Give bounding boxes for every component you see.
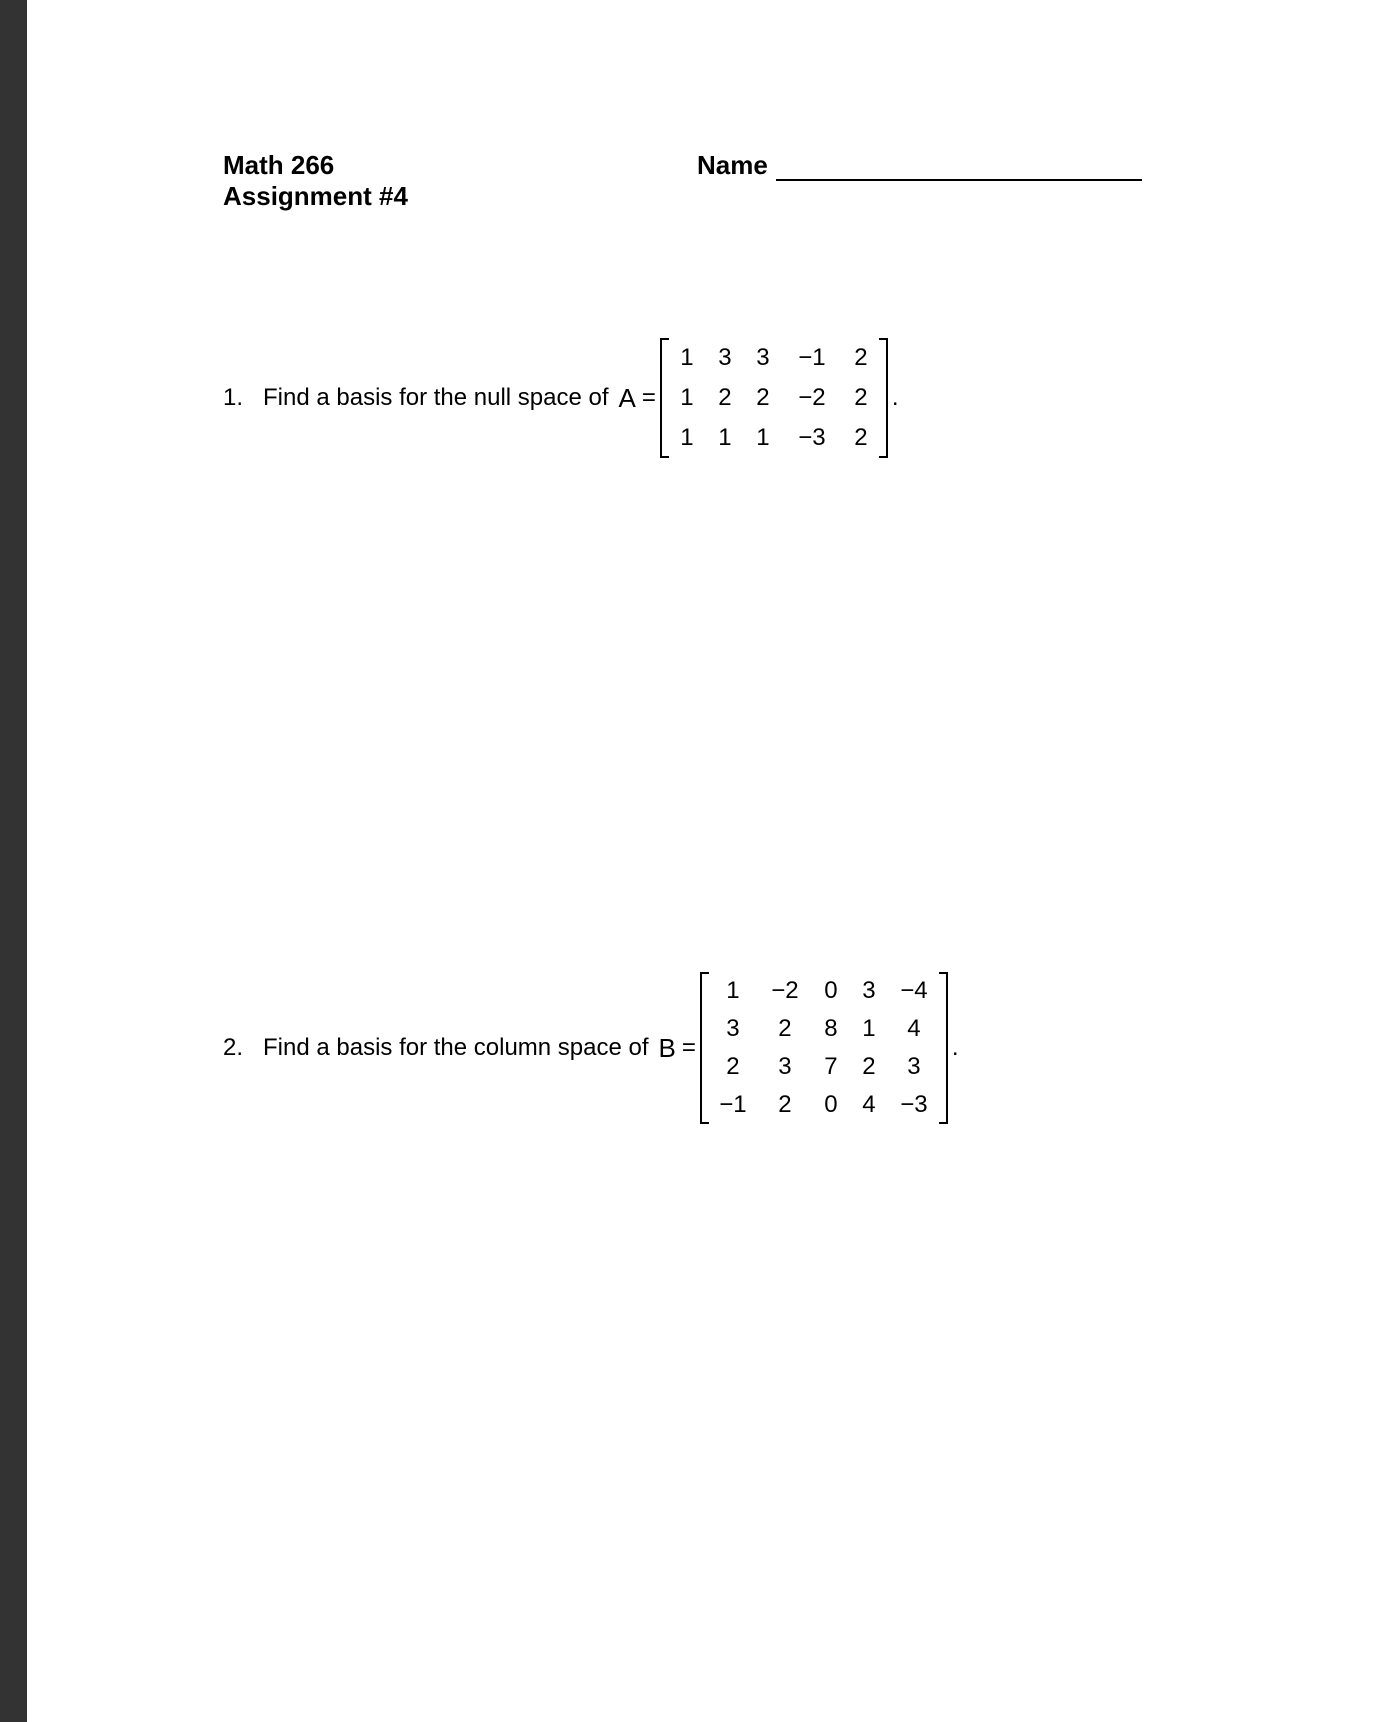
trailing-period: .: [951, 1034, 959, 1061]
matrix-cell: 2: [854, 344, 868, 371]
equals-sign: =: [641, 384, 656, 411]
matrix-cell: −4: [900, 977, 928, 1004]
name-label: Name: [697, 150, 768, 180]
matrix-cell: 3: [726, 1015, 740, 1042]
matrix-cell: 2: [778, 1091, 792, 1118]
matrix-cell: 3: [862, 977, 876, 1004]
matrix-cell: 2: [854, 424, 868, 451]
course-title: Math 266: [223, 150, 335, 180]
matrix-row: [708, 972, 940, 1010]
assignment-title: Assignment #4: [223, 181, 408, 211]
course-header: [223, 150, 408, 212]
matrix-a-grid: [668, 338, 880, 458]
matrix-cell: 3: [756, 344, 770, 371]
matrix-cell: 3: [907, 1053, 921, 1080]
matrix-cell: 2: [756, 384, 770, 411]
equals-sign: =: [681, 1034, 696, 1061]
matrix-cell: 7: [824, 1053, 838, 1080]
matrix-cell: 8: [824, 1015, 838, 1042]
matrix-cell: 2: [862, 1053, 876, 1080]
trailing-period: .: [891, 384, 899, 411]
matrix-cell: 1: [680, 344, 694, 371]
matrix-cell: 1: [756, 424, 770, 451]
matrix-cell: 4: [862, 1091, 876, 1118]
problem-statement: Find a basis for the null space of: [263, 384, 609, 411]
matrix-row: [708, 1086, 940, 1124]
problem-2: [223, 972, 959, 1124]
problem-number: 1.: [223, 384, 244, 411]
matrix-cell: 0: [824, 977, 838, 1004]
matrix-row: [668, 378, 880, 418]
name-blank-line: [776, 155, 1142, 181]
matrix-cell: 1: [680, 424, 694, 451]
matrix-cell: 4: [907, 1015, 921, 1042]
matrix-cell: 3: [778, 1053, 792, 1080]
matrix-cell: 2: [854, 384, 868, 411]
matrix-cell: 2: [718, 384, 732, 411]
matrix-row: [708, 1010, 940, 1048]
matrix-cell: 1: [726, 977, 740, 1004]
problem-number: 2.: [223, 1034, 244, 1061]
matrix-cell: 1: [718, 424, 732, 451]
matrix-cell: 2: [726, 1053, 740, 1080]
problem-statement: Find a basis for the column space of: [263, 1034, 649, 1061]
matrix-variable: B: [658, 1032, 676, 1063]
matrix-cell: −2: [798, 384, 826, 411]
matrix-cell: −1: [719, 1091, 747, 1118]
matrix-b-grid: [708, 972, 940, 1124]
matrix-a: [660, 338, 888, 458]
matrix-cell: −3: [900, 1091, 928, 1118]
matrix-cell: 3: [718, 344, 732, 371]
matrix-cell: 0: [824, 1091, 838, 1118]
matrix-cell: 1: [862, 1015, 876, 1042]
matrix-cell: −3: [798, 424, 826, 451]
matrix-row: [668, 338, 880, 378]
matrix-cell: −1: [798, 344, 826, 371]
name-field: [697, 150, 1142, 181]
matrix-row: [668, 418, 880, 458]
matrix-cell: 2: [778, 1015, 792, 1042]
matrix-cell: −2: [771, 977, 799, 1004]
matrix-row: [708, 1048, 940, 1086]
matrix-variable: A: [618, 382, 636, 413]
matrix-cell: 1: [680, 384, 694, 411]
document-page: [27, 0, 1378, 1722]
problem-1: [223, 338, 899, 458]
matrix-b: [700, 972, 948, 1124]
